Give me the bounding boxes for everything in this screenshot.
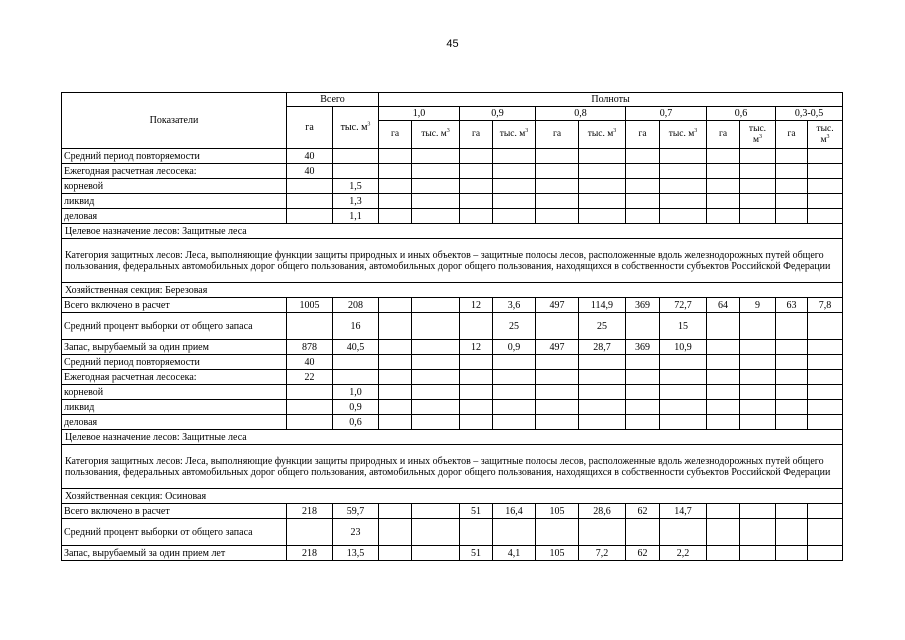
header-stocking-level: 0,6 [707,107,776,121]
row-value [379,149,412,164]
row-value [379,415,412,430]
section-row [62,489,843,504]
row-value [707,546,740,561]
row-value [626,179,660,194]
row-value: 64 [707,298,740,313]
row-value: 40 [287,164,333,179]
row-value: 105 [536,546,579,561]
table-row [62,179,843,194]
row-value [287,179,333,194]
section-text: Целевое назначение лесов: Защитные леса [62,224,843,239]
row-value [626,209,660,224]
row-value: 40 [287,355,333,370]
row-value [287,400,333,415]
allowable-cut-table [61,92,843,561]
row-value [460,519,493,546]
row-value [626,415,660,430]
row-value: 16,4 [493,504,536,519]
row-value: 1,1 [333,209,379,224]
row-value [808,355,843,370]
row-value: 7,2 [579,546,626,561]
row-value [579,370,626,385]
row-value [740,194,776,209]
row-value: 0,9 [493,340,536,355]
row-value [740,355,776,370]
table-row [62,340,843,355]
row-value [460,313,493,340]
row-value [460,164,493,179]
row-value [579,385,626,400]
row-value [379,340,412,355]
row-value [493,400,536,415]
row-value [808,519,843,546]
row-value [660,370,707,385]
row-value [740,370,776,385]
row-value [412,415,460,430]
header-stocking-level: 0,3-0,5 [776,107,843,121]
header-ha: га [460,121,493,149]
row-value [808,504,843,519]
row-value [579,179,626,194]
row-value [776,164,808,179]
row-value [707,313,740,340]
table-row [62,415,843,430]
row-value [379,313,412,340]
header-ha: га [776,121,808,149]
header-ha: га [626,121,660,149]
row-value: 105 [536,504,579,519]
row-label: ликвид [62,400,287,415]
header-stocking-level: 0,9 [460,107,536,121]
row-value: 63 [776,298,808,313]
row-value [287,415,333,430]
row-value [412,546,460,561]
row-value [460,209,493,224]
row-value [776,400,808,415]
row-label: Всего включено в расчет [62,504,287,519]
table-row [62,313,843,340]
row-value [412,355,460,370]
row-value [660,179,707,194]
row-value [287,313,333,340]
row-value [493,149,536,164]
page-number: 45 [446,38,459,50]
row-value [333,370,379,385]
row-value [460,385,493,400]
header-volume: тыс. $м^3$ [740,121,776,149]
row-value: 40 [287,149,333,164]
row-value [776,355,808,370]
row-value [412,370,460,385]
row-value [412,519,460,546]
row-value [707,340,740,355]
row-value [460,149,493,164]
header-volume: тыс. $м^3$ [493,121,536,149]
row-value [579,519,626,546]
row-value [626,370,660,385]
row-value [707,519,740,546]
row-value: 497 [536,340,579,355]
row-value [287,209,333,224]
row-value: 51 [460,546,493,561]
row-value: 218 [287,546,333,561]
row-value: 208 [333,298,379,313]
row-value [776,370,808,385]
row-value [379,370,412,385]
row-value: 28,6 [579,504,626,519]
row-value: 0,6 [333,415,379,430]
row-value [579,149,626,164]
row-value [626,164,660,179]
row-value [287,519,333,546]
row-value: 369 [626,340,660,355]
row-value [412,194,460,209]
row-value [536,385,579,400]
row-value [493,194,536,209]
header-ha: га [536,121,579,149]
row-value [379,519,412,546]
row-value [707,385,740,400]
row-value: 16 [333,313,379,340]
row-value: 4,1 [493,546,536,561]
row-value [412,209,460,224]
table-row [62,519,843,546]
row-value [740,209,776,224]
row-value: 12 [460,298,493,313]
row-value [808,415,843,430]
row-value: 114,9 [579,298,626,313]
table-row [62,400,843,415]
header-stocking-level: 1,0 [379,107,460,121]
row-value [776,385,808,400]
table-row [62,355,843,370]
row-value [579,415,626,430]
row-value [493,370,536,385]
row-value [536,313,579,340]
row-value: 369 [626,298,660,313]
row-value [776,519,808,546]
row-value [626,355,660,370]
row-value [707,504,740,519]
row-value [412,385,460,400]
row-value [460,400,493,415]
row-value [536,164,579,179]
table-row [62,194,843,209]
row-label: ликвид [62,194,287,209]
row-value [740,164,776,179]
table-row [62,298,843,313]
row-value [808,370,843,385]
header-total: Всего [287,93,379,107]
row-value [626,519,660,546]
row-value: 1,5 [333,179,379,194]
row-value: 25 [579,313,626,340]
row-value: 40,5 [333,340,379,355]
row-value [333,355,379,370]
row-value [707,164,740,179]
row-value [379,355,412,370]
row-value: 0,9 [333,400,379,415]
row-value [660,355,707,370]
header-stocking-level: 0,8 [536,107,626,121]
row-value [626,149,660,164]
row-value [536,415,579,430]
row-value [626,385,660,400]
row-value [707,194,740,209]
row-value [740,519,776,546]
row-value [412,313,460,340]
table-row [62,546,843,561]
row-value: 218 [287,504,333,519]
row-value [808,194,843,209]
row-value [808,400,843,415]
row-label: Средний период повторяемости [62,355,287,370]
row-value [412,179,460,194]
row-label: Средний процент выборки от общего запаса [62,313,287,340]
row-value: 59,7 [333,504,379,519]
row-value [493,415,536,430]
row-value: 10,9 [660,340,707,355]
row-value: 72,7 [660,298,707,313]
row-value [379,400,412,415]
row-value [808,385,843,400]
row-value [660,400,707,415]
header-volume: тыс. $м^3$ [660,121,707,149]
row-value: 15 [660,313,707,340]
row-value [776,340,808,355]
row-value: 13,5 [333,546,379,561]
row-value [460,370,493,385]
row-value [536,355,579,370]
row-value [660,415,707,430]
row-value [740,149,776,164]
row-value [379,546,412,561]
section-text: Категория защитных лесов: Леса, выполняющие функции защиты природных и иных объектов – защитные полосы лесов, расположенные вдоль железнодорожных путей общего пользования, федеральных автомобильных дорог общего пользования, автомобильных дорог общего пользования, находящихся в собственности субъектов Российской Федерации [62,445,843,489]
header-indicators: Показатели [62,93,287,149]
row-value [287,194,333,209]
row-value [379,164,412,179]
section-text: Хозяйственная секция: Осиновая [62,489,843,504]
row-value [740,385,776,400]
table-row [62,504,843,519]
section-row [62,283,843,298]
row-value [536,209,579,224]
row-value [660,209,707,224]
table-row [62,209,843,224]
row-value [808,209,843,224]
row-value [776,546,808,561]
row-label: Ежегодная расчетная лесосека: [62,370,287,385]
row-label: деловая [62,415,287,430]
row-value [776,179,808,194]
row-value [460,179,493,194]
row-value [536,400,579,415]
row-value [579,164,626,179]
row-label: корневой [62,385,287,400]
row-value [808,149,843,164]
row-value [493,164,536,179]
header-volume: тыс. $м^3$ [579,121,626,149]
table-row [62,164,843,179]
row-value [776,149,808,164]
row-value: 1,0 [333,385,379,400]
row-value [740,415,776,430]
row-value [660,519,707,546]
row-value [740,313,776,340]
row-value [707,415,740,430]
row-value [740,400,776,415]
row-value [660,194,707,209]
row-value [740,504,776,519]
section-text: Хозяйственная секция: Березовая [62,283,843,298]
row-value [707,355,740,370]
section-row [62,224,843,239]
row-value [333,164,379,179]
header-volume: тыс. $м^3$ [808,121,843,149]
row-value [776,504,808,519]
row-value: 3,6 [493,298,536,313]
row-value [379,209,412,224]
row-value [412,340,460,355]
row-value [660,164,707,179]
header-total-volume: тыс. $м^3$ [333,107,379,149]
row-value [626,400,660,415]
row-value [707,370,740,385]
row-value [412,164,460,179]
row-value [536,519,579,546]
row-value [379,179,412,194]
row-value: 878 [287,340,333,355]
table-row [62,370,843,385]
row-value: 62 [626,546,660,561]
row-value: 25 [493,313,536,340]
row-label: корневой [62,179,287,194]
row-value: 9 [740,298,776,313]
row-value [412,298,460,313]
row-value [412,504,460,519]
row-value [808,340,843,355]
row-label: Всего включено в расчет [62,298,287,313]
row-value: 14,7 [660,504,707,519]
row-value [379,194,412,209]
row-value [579,194,626,209]
row-value [740,179,776,194]
table-body [62,149,843,561]
row-value [776,194,808,209]
header-stocking-level: 0,7 [626,107,707,121]
row-value [333,149,379,164]
row-label: Запас, вырубаемый за один прием лет [62,546,287,561]
row-value [660,385,707,400]
row-value [536,370,579,385]
row-value [412,400,460,415]
row-value [536,194,579,209]
row-value [379,504,412,519]
row-value [460,194,493,209]
row-value [808,179,843,194]
row-value: 1,3 [333,194,379,209]
row-value: 12 [460,340,493,355]
row-value [579,355,626,370]
row-value [776,209,808,224]
header-ha: га [379,121,412,149]
row-label: деловая [62,209,287,224]
row-value [707,179,740,194]
row-value [776,313,808,340]
row-label: Средний период повторяемости [62,149,287,164]
section-row [62,445,843,489]
header-total-ha: га [287,107,333,149]
row-value [379,298,412,313]
row-value [808,313,843,340]
row-value [707,400,740,415]
row-value [707,209,740,224]
row-value: 497 [536,298,579,313]
row-label: Ежегодная расчетная лесосека: [62,164,287,179]
row-value [776,415,808,430]
row-label: Средний процент выборки от общего запаса [62,519,287,546]
row-value [493,519,536,546]
header-stocking: Полноты [379,93,843,107]
row-value [412,149,460,164]
row-value [579,400,626,415]
row-value: 2,2 [660,546,707,561]
table-row [62,149,843,164]
row-value [808,164,843,179]
row-value [493,179,536,194]
row-value [493,385,536,400]
row-value [287,385,333,400]
row-value [626,194,660,209]
row-value [493,355,536,370]
row-value [536,149,579,164]
row-value [707,149,740,164]
row-value [460,355,493,370]
row-value [536,179,579,194]
section-text: Категория защитных лесов: Леса, выполняющие функции защиты природных и иных объектов – защитные полосы лесов, расположенные вдоль железнодорожных путей общего пользования, федеральных автомобильных дорог общего пользования, автомобильных дорог общего пользования, находящихся в собственности субъектов Российской Федерации [62,239,843,283]
row-value [626,313,660,340]
row-value [460,415,493,430]
section-row [62,239,843,283]
row-value: 23 [333,519,379,546]
header-ha: га [707,121,740,149]
row-value [379,385,412,400]
row-value: 7,8 [808,298,843,313]
row-value: 51 [460,504,493,519]
row-value [493,209,536,224]
row-value [808,546,843,561]
row-value: 62 [626,504,660,519]
row-value: 1005 [287,298,333,313]
row-value [740,340,776,355]
row-label: Запас, вырубаемый за один прием [62,340,287,355]
row-value: 28,7 [579,340,626,355]
row-value [740,546,776,561]
row-value: 22 [287,370,333,385]
header-volume: тыс. $м^3$ [412,121,460,149]
section-row [62,430,843,445]
section-text: Целевое назначение лесов: Защитные леса [62,430,843,445]
row-value [579,209,626,224]
table-row [62,385,843,400]
row-value [660,149,707,164]
